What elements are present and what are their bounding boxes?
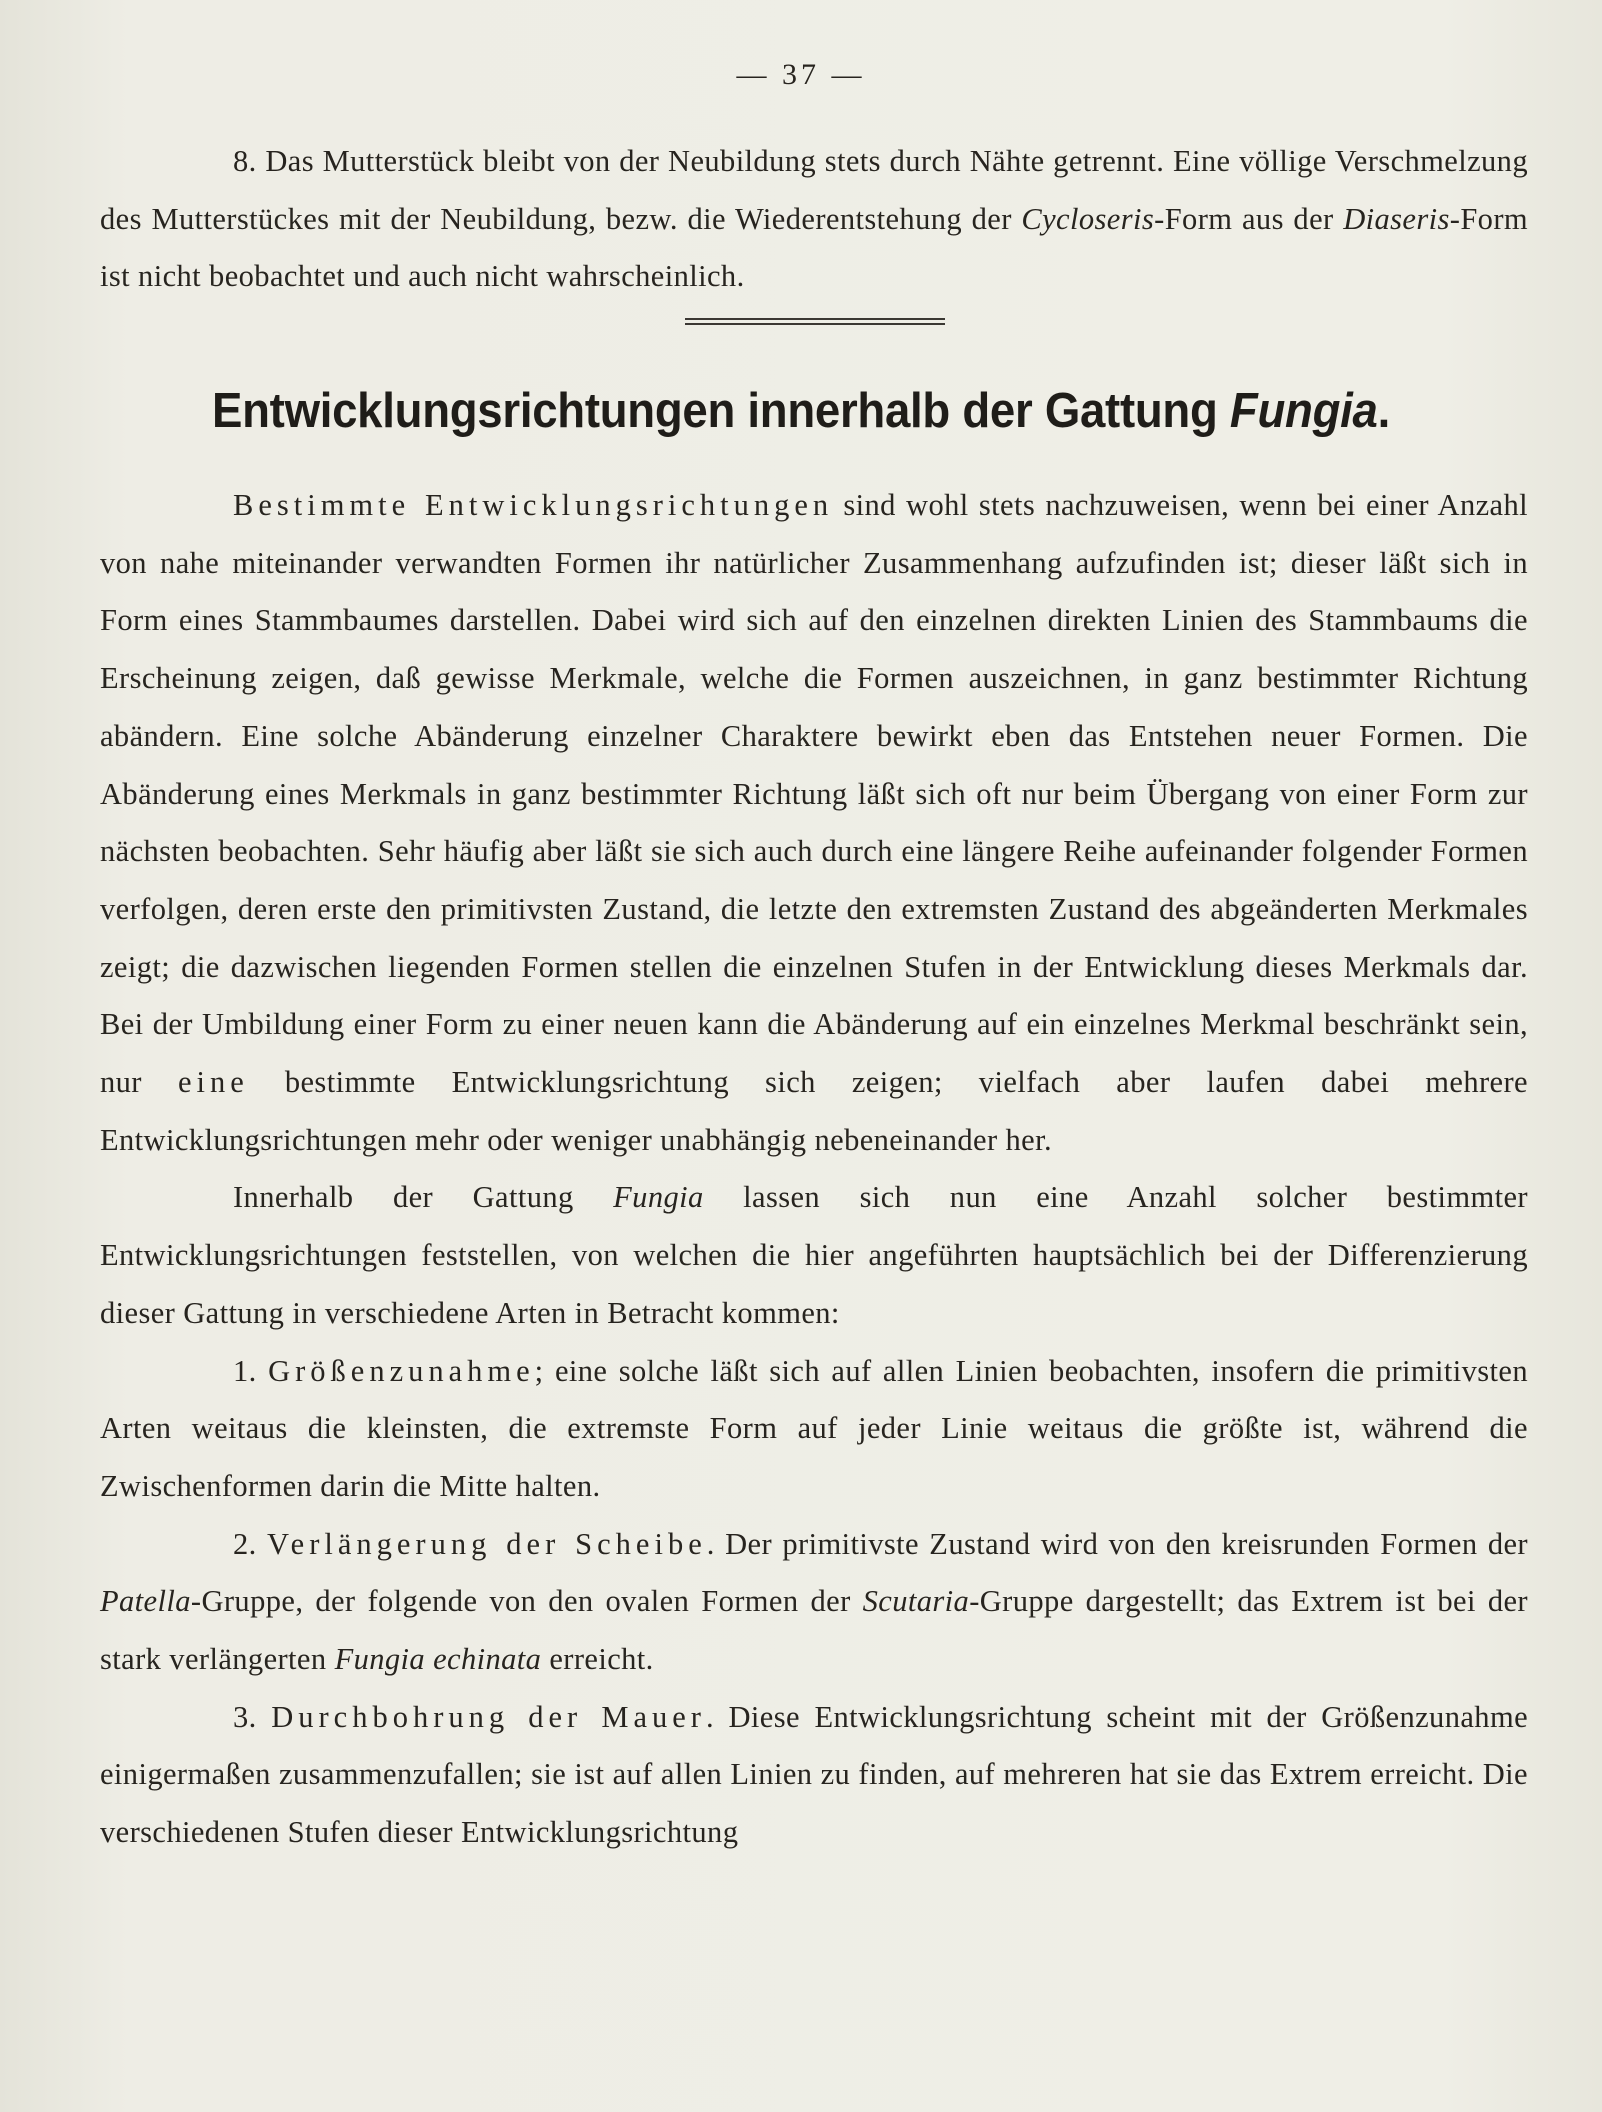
item-2-text-c: -Gruppe, der folgende von den ovalen Formen der [190, 1584, 863, 1619]
item-3-term: Durchbohrung der Mauer [271, 1699, 706, 1734]
list-item-1 [100, 1343, 1528, 1516]
point-8-block [100, 133, 1528, 306]
paragraph-1-text-2: bestimmte Entwicklungsrichtung sich zeigen; vielfach aber laufen dabei mehrere Entwicklungsrichtungen mehr oder weniger unabhängig nebeneinander her. [100, 1065, 1528, 1157]
paragraph-2-genus: Fungia [613, 1180, 704, 1215]
item-2-term: Verlängerung der Scheibe [267, 1526, 707, 1561]
page-number: — 37 — [736, 58, 866, 91]
item-3-text: . Diese Entwicklungsrichtung scheint mit der Größenzunahme einigermaßen zusammenzufallen; sie ist auf allen Linien zu finden, auf mehreren hat sie das Extrem erreicht. Die verschiedenen Stufen dieser Entwicklungsrichtung [100, 1699, 1529, 1850]
paragraph-1-text: sind wohl stets nachzuweisen, wenn bei einer Anzahl von nahe miteinander verwandten Formen ihr natürlicher Zusammenhang aufzufinden ist; dieser läßt sich in Form eines Stammbaumes darstellen. Dabei wird sich auf den einzelnen direkten Linien des Stammbaums die Erscheinung zeigen, daß gewisse Merkmale, welche die Formen auszeichnen, in ganz bestimmter Richtung abändern. Eine solche Abänderung einzelner Charaktere bewirkt eben das Entstehen neuer Formen. Die Abänderung eines Merkmals in ganz bestimmter Richtung läßt sich oft nur beim Übergang von einer Form zur nächsten beobachten. Sehr häufig aber läßt sie sich auch durch eine längere Reihe aufeinander folgender Formen verfolgen, deren erste den primitivsten Zustand, die letzte den extremsten Zustand des abgeänderten Merkmales zeigt; die dazwischen liegenden Formen stellen die einzelnen Stufen in der Entwicklung dieses Merkmals dar. Bei der Umbildung einer Form zu einer neuen kann die Abänderung auf ein einzelnes Merkmal beschränkt sein, nur [100, 488, 1528, 1100]
heading-text: Entwicklungsrichtungen innerhalb der Gattung [212, 384, 1218, 438]
paragraph-1-spaced-term: Bestimmte Entwicklungsrichtungen [233, 488, 834, 522]
item-2-taxon-scutaria: Scutaria [862, 1584, 970, 1619]
paragraph-2-text-a: Innerhalb der Gattung [233, 1180, 614, 1215]
body-text [100, 477, 1528, 1862]
item-1-text: ; eine solche läßt sich auf allen Linien beobachten, insofern die primitivsten Arten weitaus die kleinsten, die extremste Form auf jeder Linie weitaus die größte ist, während die Zwischenformen darin die Mitte halten. [100, 1353, 1528, 1503]
item-1-number: 1. [233, 1353, 269, 1388]
point-8-text-c: -Form aus der [1154, 201, 1344, 236]
paragraph-1 [100, 477, 1528, 1169]
point-8-paragraph [100, 133, 1528, 306]
item-2-taxon-fungia-echinata: Fungia echinata [334, 1642, 542, 1677]
point-8-text-a: 8. Das Mutterstück bleibt von der Neubildung stets durch Nähte getrennt. Eine völlige Verschmelzung des Mutterstückes mit der Neubildung, bezw. die Wiederentstehung der [100, 144, 1528, 236]
item-3-number: 3. [233, 1699, 272, 1734]
point-8-text-e: -Form ist nicht beobachtet und auch nicht wahrscheinlich. [100, 201, 1529, 294]
item-2-text-a: . Der primitivste Zustand wird von den kreisrunden Formen der [706, 1526, 1528, 1561]
item-1-term: Größenzunahme [268, 1353, 535, 1388]
item-2-taxon-patella: Patella [100, 1584, 191, 1619]
item-2-text-g: erreicht. [541, 1642, 654, 1677]
point-8-taxon-diaseris: Diaseris [1343, 201, 1450, 236]
list-item-3 [100, 1689, 1528, 1862]
section-divider [685, 318, 945, 325]
item-2-number: 2. [233, 1526, 268, 1561]
list-item-2 [100, 1516, 1528, 1689]
section-heading [56, 383, 1546, 439]
paragraph-2 [100, 1169, 1528, 1342]
heading-period: . [1377, 384, 1390, 438]
point-8-taxon-cycloseris: Cycloseris [1021, 201, 1155, 236]
paragraph-1-spaced-eine: eine [177, 1065, 249, 1100]
paragraph-2-text-c: lassen sich nun eine Anzahl solcher bestimmter Entwicklungsrichtungen feststellen, von welchen die hier angeführten hauptsächlich bei der Differenzierung dieser Gattung in verschiedene Arten in Betracht kommen: [100, 1180, 1528, 1330]
heading-genus: Fungia [1229, 384, 1378, 438]
item-2-text-e: -Gruppe dargestellt; das Extrem ist bei der stark verlängerten [100, 1584, 1528, 1677]
